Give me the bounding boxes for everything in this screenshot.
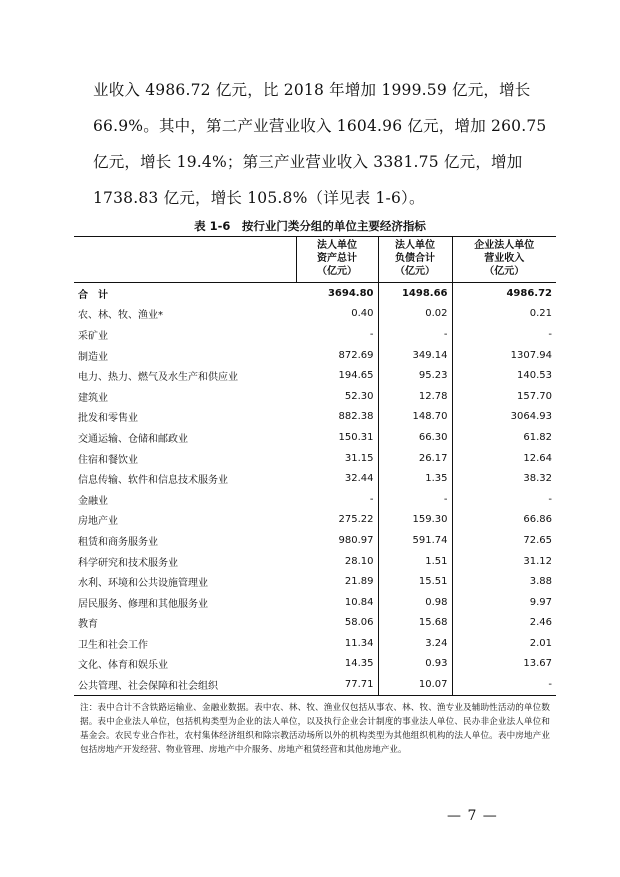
value-cell: 52.30: [296, 386, 378, 407]
header-cell: 法人单位 负债合计 （亿元）: [378, 237, 452, 283]
value-cell: -: [452, 674, 556, 695]
value-cell: -: [378, 324, 452, 345]
value-cell: 12.64: [523, 452, 552, 464]
value-cell: 0.93: [378, 654, 452, 675]
value-cell: -: [548, 328, 552, 340]
value-cell: 15.68: [378, 613, 452, 634]
value-cell: 72.65: [523, 534, 552, 546]
value-cell: -: [378, 489, 452, 510]
header-cell: 法人单位 资产总计 （亿元）: [296, 237, 378, 283]
table-caption: 表 1-6 按行业门类分组的单位主要经济指标: [194, 219, 426, 233]
industry-name-cell: 采矿业: [78, 330, 108, 342]
paragraph-line: 1738.83 亿元，增长 105.8%（详见表 1-6）。: [93, 189, 425, 207]
value-cell: 95.23: [378, 365, 452, 386]
value-cell: 31.12: [523, 555, 552, 567]
industry-name-cell: 交通运输、仓储和邮政业: [78, 433, 188, 445]
table-row: [74, 365, 556, 386]
paragraph-line: 业收入 4986.72 亿元，比 2018 年增加 1999.59 亿元，增长: [93, 81, 531, 99]
paragraph-line: 66.9%。其中，第二产业营业收入 1604.96 亿元，增加 260.75: [93, 117, 547, 135]
table-row: [74, 448, 556, 469]
industry-name-cell: 金融业: [78, 495, 108, 507]
table-row: [74, 489, 556, 510]
value-cell: 349.14: [378, 345, 452, 366]
value-cell: 31.15: [296, 448, 378, 469]
value-cell: 3.88: [529, 576, 552, 588]
value-cell: 150.31: [296, 427, 378, 448]
value-cell: 10.84: [296, 592, 378, 613]
industry-name-cell: 制造业: [78, 351, 108, 363]
table-row: [74, 427, 556, 448]
industry-name-cell: 建筑业: [78, 392, 108, 404]
industry-name-cell: 租赁和商务服务业: [78, 536, 158, 548]
page-number: — 7 —: [447, 808, 498, 824]
value-cell: 12.78: [378, 386, 452, 407]
industry-name-cell: 卫生和社会工作: [78, 639, 148, 651]
industry-name-cell: 文化、体育和娱乐业: [78, 660, 168, 672]
header-cell: 企业法人单位 营业收入 （亿元）: [452, 237, 556, 283]
value-cell: 38.32: [523, 473, 552, 485]
table-row: [74, 571, 556, 592]
table-row: [74, 633, 556, 654]
industry-name-cell: 居民服务、修理和其他服务业: [78, 598, 208, 610]
value-cell: 0.98: [378, 592, 452, 613]
value-cell: 21.89: [296, 571, 378, 592]
table-row: [74, 510, 556, 531]
value-cell: 872.69: [296, 345, 378, 366]
economic-indicators-table: [74, 236, 556, 696]
body-paragraph: [93, 72, 547, 216]
table-total-row: [74, 283, 556, 304]
value-cell: 66.30: [378, 427, 452, 448]
value-cell: 882.38: [296, 407, 378, 428]
value-cell: -: [296, 489, 378, 510]
value-cell: 66.86: [523, 514, 552, 526]
value-cell: -: [296, 324, 378, 345]
table-row: [74, 304, 556, 325]
value-cell: 1.35: [378, 468, 452, 489]
value-cell: 980.97: [296, 530, 378, 551]
value-cell: 2.46: [529, 617, 552, 629]
value-cell: 140.53: [517, 370, 552, 382]
value-cell: 10.07: [378, 674, 452, 695]
value-cell: -: [548, 493, 552, 505]
value-cell: 61.82: [523, 431, 552, 443]
value-cell: 0.40: [296, 304, 378, 325]
industry-name-cell: 水利、环境和公共设施管理业: [78, 578, 208, 590]
industry-name-cell: 公共管理、社会保障和社会组织: [74, 674, 296, 695]
value-cell: 159.30: [378, 510, 452, 531]
header-cell: [74, 237, 296, 283]
table-body: [74, 283, 556, 696]
industry-name-cell: 合 计: [78, 289, 108, 301]
table-row: [74, 592, 556, 613]
value-cell: 14.35: [296, 654, 378, 675]
value-cell: 0.02: [378, 304, 452, 325]
table-header-row: [74, 237, 556, 283]
value-cell: 77.71: [296, 674, 378, 695]
industry-name-cell: 批发和零售业: [78, 413, 138, 425]
value-cell: 28.10: [296, 551, 378, 572]
industry-name-cell: 科学研究和技术服务业: [78, 557, 178, 569]
value-cell: 2.01: [529, 637, 552, 649]
value-cell: 194.65: [296, 365, 378, 386]
industry-name-cell: 住宿和餐饮业: [78, 454, 138, 466]
table-row: [74, 613, 556, 634]
table-row: [74, 654, 556, 675]
value-cell: 3694.80: [296, 283, 378, 304]
table-row: [74, 324, 556, 345]
value-cell: 58.06: [296, 613, 378, 634]
industry-name-cell: 信息传输、软件和信息技术服务业: [78, 475, 228, 487]
table-row: [74, 386, 556, 407]
industry-name-cell: 电力、热力、燃气及水生产和供应业: [78, 372, 238, 384]
table-row: [74, 407, 556, 428]
value-cell: 26.17: [378, 448, 452, 469]
value-cell: 13.67: [523, 658, 552, 670]
value-cell: 4986.72: [506, 287, 552, 299]
value-cell: 591.74: [378, 530, 452, 551]
value-cell: 15.51: [378, 571, 452, 592]
table-footnote: 注：表中合计不含铁路运输业、金融业数据。表中农、林、牧、渔业仅包括从事农、林、牧、渔专业及辅助性活动的单位数据。表中企业法人单位，包括机构类型为企业的法人单位，以及执行企业会计制度的事业法人单位、民办非企业法人单位和基金会。农民专业合作社，农村集体经济组织和除宗教活动场所以外的机构类型为其他组织机构的法人单位。表中房地产业包括房地产开发经营、物业管理、房地产中介服务、房地产租赁经营和其他房地产业。: [80, 703, 550, 755]
industry-name-cell: 农、林、牧、渔业*: [78, 310, 163, 322]
value-cell: 1498.66: [378, 283, 452, 304]
value-cell: 1.51: [378, 551, 452, 572]
table-row: [74, 530, 556, 551]
industry-name-cell: 房地产业: [78, 516, 118, 528]
table-row: [74, 345, 556, 366]
value-cell: 3064.93: [510, 411, 552, 423]
value-cell: 9.97: [529, 596, 552, 608]
table-row: [74, 674, 556, 695]
paragraph-line: 亿元，增长 19.4%；第三产业营业收入 3381.75 亿元，增加: [93, 153, 523, 171]
industry-name-cell: 教育: [78, 619, 98, 631]
value-cell: 275.22: [296, 510, 378, 531]
value-cell: 3.24: [378, 633, 452, 654]
value-cell: 148.70: [378, 407, 452, 428]
value-cell: 32.44: [296, 468, 378, 489]
value-cell: 1307.94: [510, 349, 552, 361]
value-cell: 157.70: [517, 390, 552, 402]
table-row: [74, 468, 556, 489]
value-cell: 0.21: [529, 308, 552, 320]
table-row: [74, 551, 556, 572]
value-cell: 11.34: [296, 633, 378, 654]
